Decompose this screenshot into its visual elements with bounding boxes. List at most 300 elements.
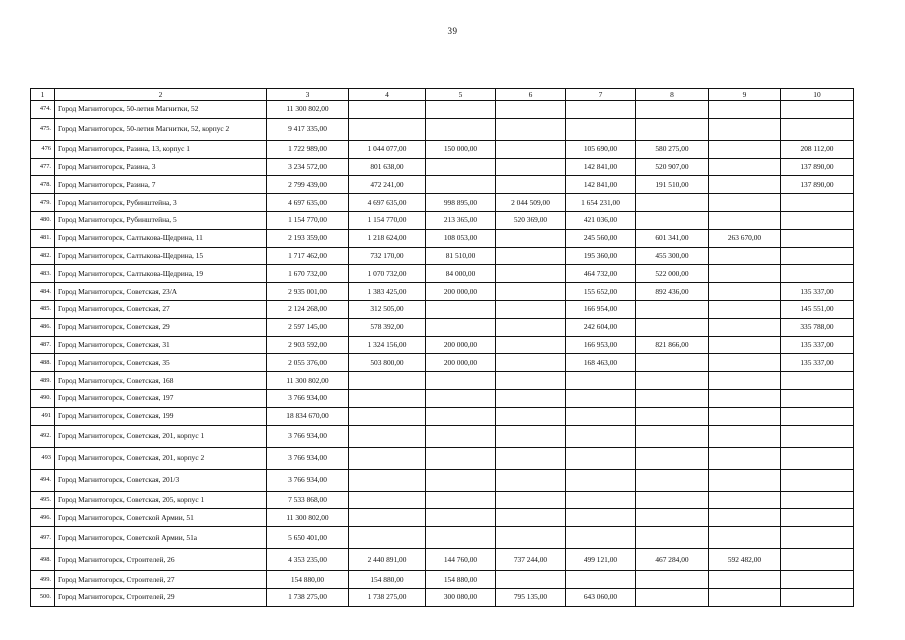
amount-cell: 11 300 802,00 [267, 372, 349, 390]
amount-cell [566, 527, 636, 549]
amount-cell: 11 300 802,00 [267, 101, 349, 119]
address-cell: Город Магнитогорск, Советская, 31 [55, 336, 267, 354]
amount-cell [781, 447, 854, 469]
amount-cell [566, 425, 636, 447]
amount-cell [709, 336, 781, 354]
table-row [31, 118, 854, 140]
amount-cell: 200 000,00 [426, 283, 496, 301]
amount-cell: 2 440 891,00 [349, 549, 426, 571]
amount-cell: 3 234 572,00 [267, 158, 349, 176]
amount-cell: 520 369,00 [496, 211, 566, 229]
amount-cell [636, 318, 709, 336]
amount-cell: 2 044 509,00 [496, 194, 566, 212]
amount-cell [709, 318, 781, 336]
amount-cell: 1 324 156,00 [349, 336, 426, 354]
amount-cell: 737 244,00 [496, 549, 566, 571]
address-cell: Город Магнитогорск, Советская, 197 [55, 389, 267, 407]
amount-cell [709, 194, 781, 212]
amount-cell: 522 000,00 [636, 265, 709, 283]
amount-cell [709, 447, 781, 469]
amount-cell [496, 176, 566, 194]
amount-cell [566, 101, 636, 119]
amount-cell [636, 509, 709, 527]
amount-cell [566, 509, 636, 527]
table-row [31, 158, 854, 176]
row-number: 498. [31, 549, 55, 571]
row-number: 483. [31, 265, 55, 283]
address-cell: Город Магнитогорск, Строителей, 29 [55, 588, 267, 606]
header-cell: 3 [267, 89, 349, 101]
amount-cell [426, 389, 496, 407]
amount-cell [709, 101, 781, 119]
amount-cell: 135 337,00 [781, 336, 854, 354]
amount-cell [426, 101, 496, 119]
amount-cell [636, 194, 709, 212]
row-number: 496. [31, 509, 55, 527]
table-row [31, 527, 854, 549]
row-number: 477. [31, 158, 55, 176]
amount-cell: 166 954,00 [566, 300, 636, 318]
amount-cell [781, 247, 854, 265]
amount-cell: 421 036,00 [566, 211, 636, 229]
amount-cell [781, 407, 854, 425]
table-row [31, 211, 854, 229]
amount-cell [566, 491, 636, 509]
amount-cell [636, 527, 709, 549]
amount-cell [496, 265, 566, 283]
amount-cell [349, 372, 426, 390]
amount-cell [496, 336, 566, 354]
amount-cell [496, 469, 566, 491]
amount-cell [566, 389, 636, 407]
amount-cell: 2 597 145,00 [267, 318, 349, 336]
row-number: 475. [31, 118, 55, 140]
address-cell: Город Магнитогорск, Советская, 35 [55, 354, 267, 372]
amount-cell [781, 229, 854, 247]
amount-cell [566, 571, 636, 589]
amount-cell [349, 469, 426, 491]
amount-cell [496, 300, 566, 318]
row-number: 474. [31, 101, 55, 119]
amount-cell [426, 318, 496, 336]
header-cell: 7 [566, 89, 636, 101]
address-cell: Город Магнитогорск, Рубинштейна, 3 [55, 194, 267, 212]
amount-cell [496, 354, 566, 372]
address-cell: Город Магнитогорск, Советской Армии, 51а [55, 527, 267, 549]
amount-cell [709, 265, 781, 283]
row-number: 479. [31, 194, 55, 212]
address-cell: Город Магнитогорск, Советская, 201/3 [55, 469, 267, 491]
amount-cell: 732 170,00 [349, 247, 426, 265]
amount-cell: 1 670 732,00 [267, 265, 349, 283]
amount-cell: 5 650 401,00 [267, 527, 349, 549]
amount-cell [709, 176, 781, 194]
row-number: 488. [31, 354, 55, 372]
amount-cell [781, 588, 854, 606]
amount-cell: 795 135,00 [496, 588, 566, 606]
table-row [31, 101, 854, 119]
row-number: 491 [31, 407, 55, 425]
amount-cell [566, 447, 636, 469]
amount-cell [709, 158, 781, 176]
amount-cell [781, 549, 854, 571]
amount-cell: 1 738 275,00 [267, 588, 349, 606]
amount-cell: 9 417 335,00 [267, 118, 349, 140]
amount-cell [781, 118, 854, 140]
amount-cell [426, 118, 496, 140]
header-row [31, 89, 854, 101]
table-row [31, 176, 854, 194]
amount-cell [709, 118, 781, 140]
amount-cell: 3 766 934,00 [267, 425, 349, 447]
amount-cell: 144 760,00 [426, 549, 496, 571]
row-number: 476 [31, 140, 55, 158]
address-cell: Город Магнитогорск, Советская, 23/А [55, 283, 267, 301]
row-number: 490. [31, 389, 55, 407]
amount-cell [709, 491, 781, 509]
amount-cell [349, 118, 426, 140]
page-number: 39 [447, 26, 458, 36]
amount-cell [566, 118, 636, 140]
amount-cell: 592 482,00 [709, 549, 781, 571]
amount-cell: 154 880,00 [267, 571, 349, 589]
amount-cell [349, 527, 426, 549]
address-cell: Город Магнитогорск, Салтыкова-Щедрина, 15 [55, 247, 267, 265]
amount-cell: 578 392,00 [349, 318, 426, 336]
amount-cell: 455 300,00 [636, 247, 709, 265]
amount-cell: 1 154 770,00 [349, 211, 426, 229]
amount-cell [496, 527, 566, 549]
address-cell: Город Магнитогорск, Советская, 168 [55, 372, 267, 390]
amount-cell [709, 300, 781, 318]
table-row [31, 283, 854, 301]
amount-cell: 191 510,00 [636, 176, 709, 194]
amount-cell [566, 407, 636, 425]
amount-cell [781, 491, 854, 509]
amount-cell: 168 463,00 [566, 354, 636, 372]
table-row [31, 372, 854, 390]
row-number: 489. [31, 372, 55, 390]
amount-cell [636, 407, 709, 425]
amount-cell [496, 229, 566, 247]
amount-cell [781, 372, 854, 390]
row-number: 481. [31, 229, 55, 247]
row-number: 486. [31, 318, 55, 336]
amount-cell [709, 283, 781, 301]
amount-cell: 150 000,00 [426, 140, 496, 158]
amount-cell: 1 154 770,00 [267, 211, 349, 229]
amount-cell [636, 300, 709, 318]
amount-cell [636, 469, 709, 491]
amount-cell [349, 491, 426, 509]
amount-cell: 1 738 275,00 [349, 588, 426, 606]
amount-cell: 145 551,00 [781, 300, 854, 318]
row-number: 493 [31, 447, 55, 469]
amount-cell [709, 140, 781, 158]
amount-cell: 472 241,00 [349, 176, 426, 194]
amount-cell [426, 425, 496, 447]
amount-cell [781, 509, 854, 527]
amount-cell: 3 766 934,00 [267, 389, 349, 407]
amount-cell: 464 732,00 [566, 265, 636, 283]
amount-cell: 300 080,00 [426, 588, 496, 606]
amount-cell [636, 447, 709, 469]
data-table [30, 88, 854, 607]
amount-cell: 166 953,00 [566, 336, 636, 354]
amount-cell [426, 407, 496, 425]
amount-cell [426, 372, 496, 390]
amount-cell [781, 101, 854, 119]
amount-cell: 335 788,00 [781, 318, 854, 336]
amount-cell [349, 389, 426, 407]
table-row [31, 318, 854, 336]
address-cell: Город Магнитогорск, Советская, 201, корпус 2 [55, 447, 267, 469]
row-number: 492. [31, 425, 55, 447]
amount-cell: 195 360,00 [566, 247, 636, 265]
amount-cell: 154 880,00 [349, 571, 426, 589]
amount-cell: 601 341,00 [636, 229, 709, 247]
amount-cell: 4 697 635,00 [349, 194, 426, 212]
header-cell: 10 [781, 89, 854, 101]
amount-cell [496, 283, 566, 301]
amount-cell [636, 354, 709, 372]
amount-cell [426, 300, 496, 318]
header-cell: 9 [709, 89, 781, 101]
amount-cell [636, 571, 709, 589]
row-number: 500. [31, 588, 55, 606]
address-cell: Город Магнитогорск, Советская, 205, корпус 1 [55, 491, 267, 509]
amount-cell [636, 118, 709, 140]
amount-cell [426, 491, 496, 509]
address-cell: Город Магнитогорск, Разина, 3 [55, 158, 267, 176]
amount-cell: 1 218 624,00 [349, 229, 426, 247]
row-number: 485. [31, 300, 55, 318]
amount-cell [349, 509, 426, 527]
amount-cell: 2 799 439,00 [267, 176, 349, 194]
amount-cell: 213 365,00 [426, 211, 496, 229]
amount-cell: 467 284,00 [636, 549, 709, 571]
amount-cell [636, 101, 709, 119]
table-body [31, 101, 854, 607]
amount-cell [709, 588, 781, 606]
amount-cell: 135 337,00 [781, 283, 854, 301]
amount-cell: 135 337,00 [781, 354, 854, 372]
table-row [31, 140, 854, 158]
amount-cell [496, 425, 566, 447]
amount-cell: 801 638,00 [349, 158, 426, 176]
amount-cell [781, 527, 854, 549]
amount-cell: 3 766 934,00 [267, 469, 349, 491]
table-row [31, 588, 854, 606]
amount-cell [426, 527, 496, 549]
amount-cell [349, 447, 426, 469]
amount-cell [496, 407, 566, 425]
header-cell: 5 [426, 89, 496, 101]
amount-cell: 7 533 868,00 [267, 491, 349, 509]
amount-cell [496, 101, 566, 119]
amount-cell [709, 372, 781, 390]
amount-cell: 108 053,00 [426, 229, 496, 247]
address-cell: Город Магнитогорск, Строителей, 27 [55, 571, 267, 589]
table-row [31, 447, 854, 469]
amount-cell: 154 880,00 [426, 571, 496, 589]
amount-cell: 142 841,00 [566, 176, 636, 194]
address-cell: Город Магнитогорск, Советская, 27 [55, 300, 267, 318]
amount-cell [709, 389, 781, 407]
amount-cell [496, 447, 566, 469]
amount-cell: 2 124 268,00 [267, 300, 349, 318]
table-row [31, 247, 854, 265]
amount-cell [426, 447, 496, 469]
address-cell: Город Магнитогорск, Салтыкова-Щедрина, 19 [55, 265, 267, 283]
amount-cell [566, 372, 636, 390]
table-row [31, 354, 854, 372]
table-row [31, 389, 854, 407]
amount-cell [709, 247, 781, 265]
amount-cell: 3 766 934,00 [267, 447, 349, 469]
amount-cell: 503 800,00 [349, 354, 426, 372]
amount-cell [709, 509, 781, 527]
row-number: 480. [31, 211, 55, 229]
amount-cell [496, 158, 566, 176]
amount-cell: 821 866,00 [636, 336, 709, 354]
amount-cell [709, 211, 781, 229]
amount-cell: 1 070 732,00 [349, 265, 426, 283]
amount-cell: 263 670,00 [709, 229, 781, 247]
amount-cell: 11 300 802,00 [267, 509, 349, 527]
amount-cell [636, 588, 709, 606]
amount-cell: 81 510,00 [426, 247, 496, 265]
row-number: 494. [31, 469, 55, 491]
address-cell: Город Магнитогорск, Советская, 201, корпус 1 [55, 425, 267, 447]
amount-cell: 499 121,00 [566, 549, 636, 571]
amount-cell: 137 890,00 [781, 176, 854, 194]
amount-cell [709, 469, 781, 491]
table-row [31, 425, 854, 447]
amount-cell: 1 722 989,00 [267, 140, 349, 158]
amount-cell [496, 571, 566, 589]
amount-cell [781, 211, 854, 229]
address-cell: Город Магнитогорск, Советская, 199 [55, 407, 267, 425]
address-cell: Город Магнитогорск, 50-летия Магнитки, 52, корпус 2 [55, 118, 267, 140]
table-row [31, 509, 854, 527]
table-row [31, 571, 854, 589]
address-cell: Город Магнитогорск, Советская, 29 [55, 318, 267, 336]
amount-cell [426, 176, 496, 194]
amount-cell [636, 211, 709, 229]
amount-cell [781, 425, 854, 447]
table-row [31, 194, 854, 212]
address-cell: Город Магнитогорск, Разина, 13, корпус 1 [55, 140, 267, 158]
amount-cell [636, 425, 709, 447]
amount-cell [496, 389, 566, 407]
table-row [31, 491, 854, 509]
header-cell: 8 [636, 89, 709, 101]
amount-cell [426, 158, 496, 176]
amount-cell [636, 491, 709, 509]
amount-cell: 580 275,00 [636, 140, 709, 158]
row-number: 478. [31, 176, 55, 194]
amount-cell [496, 509, 566, 527]
table-row [31, 407, 854, 425]
amount-cell [426, 469, 496, 491]
amount-cell: 2 055 376,00 [267, 354, 349, 372]
amount-cell [496, 318, 566, 336]
amount-cell [566, 469, 636, 491]
address-cell: Город Магнитогорск, Строителей, 26 [55, 549, 267, 571]
address-cell: Город Магнитогорск, 50-летия Магнитки, 52 [55, 101, 267, 119]
amount-cell: 1 044 077,00 [349, 140, 426, 158]
amount-cell: 18 834 670,00 [267, 407, 349, 425]
amount-cell [709, 527, 781, 549]
amount-cell [781, 265, 854, 283]
table-row [31, 336, 854, 354]
amount-cell: 84 000,00 [426, 265, 496, 283]
amount-cell: 2 903 592,00 [267, 336, 349, 354]
amount-cell [709, 425, 781, 447]
header-cell: 1 [31, 89, 55, 101]
amount-cell: 4 353 235,00 [267, 549, 349, 571]
amount-cell: 155 652,00 [566, 283, 636, 301]
row-number: 499. [31, 571, 55, 589]
amount-cell [496, 491, 566, 509]
row-number: 487. [31, 336, 55, 354]
amount-cell: 2 935 001,00 [267, 283, 349, 301]
header-cell: 2 [55, 89, 267, 101]
header-cell: 4 [349, 89, 426, 101]
amount-cell [709, 571, 781, 589]
amount-cell [636, 372, 709, 390]
amount-cell: 520 907,00 [636, 158, 709, 176]
amount-cell [781, 194, 854, 212]
amount-cell [709, 354, 781, 372]
amount-cell: 2 193 359,00 [267, 229, 349, 247]
table-row [31, 469, 854, 491]
amount-cell [636, 389, 709, 407]
amount-cell: 137 890,00 [781, 158, 854, 176]
address-cell: Город Магнитогорск, Разина, 7 [55, 176, 267, 194]
amount-cell [426, 509, 496, 527]
table-row [31, 229, 854, 247]
address-cell: Город Магнитогорск, Салтыкова-Щедрина, 11 [55, 229, 267, 247]
amount-cell: 242 604,00 [566, 318, 636, 336]
amount-cell: 643 060,00 [566, 588, 636, 606]
amount-cell: 208 112,00 [781, 140, 854, 158]
row-number: 497. [31, 527, 55, 549]
address-cell: Город Магнитогорск, Рубинштейна, 5 [55, 211, 267, 229]
amount-cell: 892 436,00 [636, 283, 709, 301]
row-number: 495. [31, 491, 55, 509]
amount-cell [496, 372, 566, 390]
amount-cell [349, 407, 426, 425]
amount-cell: 200 000,00 [426, 336, 496, 354]
amount-cell [781, 469, 854, 491]
table-row [31, 549, 854, 571]
amount-cell [349, 425, 426, 447]
amount-cell: 4 697 635,00 [267, 194, 349, 212]
amount-cell [781, 571, 854, 589]
table-row [31, 300, 854, 318]
table-row [31, 265, 854, 283]
row-number: 484. [31, 283, 55, 301]
table-header [31, 89, 854, 101]
row-number: 482. [31, 247, 55, 265]
amount-cell [496, 118, 566, 140]
amount-cell [496, 140, 566, 158]
amount-cell [496, 247, 566, 265]
amount-cell: 105 690,00 [566, 140, 636, 158]
amount-cell: 312 505,00 [349, 300, 426, 318]
